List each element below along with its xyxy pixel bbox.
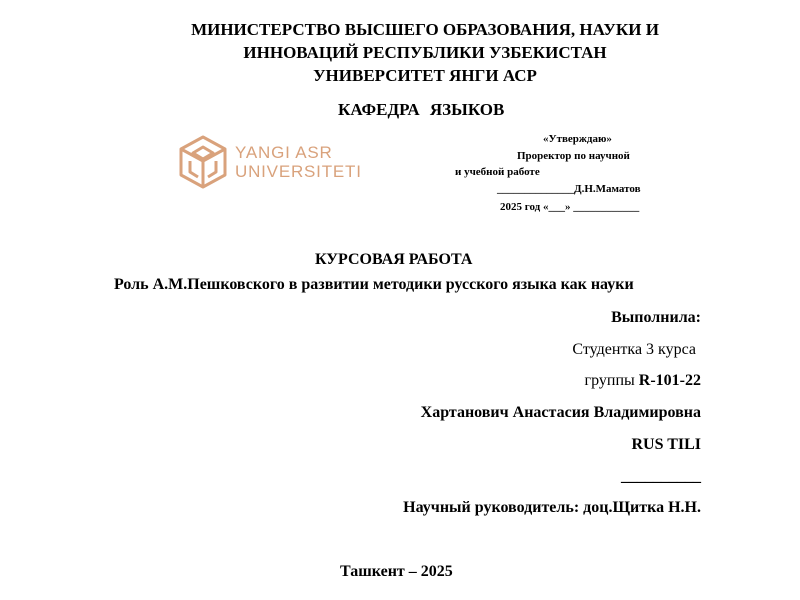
department-title [338,100,504,120]
blank-line: __________ [621,468,701,485]
department-name: ЯЗЫКОВ [429,100,505,119]
logo-wordmark [235,143,362,181]
university-name: УНИВЕРСИТЕТ ЯНГИ АСР [313,66,537,85]
group-code: R-101-22 [638,372,701,389]
student-name: Хартанович Анастасия Владимировна [420,404,701,421]
student-group [585,372,701,390]
department-word: КАФЕДРА [338,100,420,119]
group-prefix: группы [584,372,635,389]
approval-position-line-2: и учебной работе [455,166,540,178]
city-year: Ташкент – 2025 [340,563,453,580]
cube-logo-icon [177,134,229,190]
university-logo [177,134,362,190]
student-course: Студентка 3 курса [572,341,696,358]
approval-position-line-1: Проректор по научной [517,150,630,162]
ministry-line-1: МИНИСТЕРСТВО ВЫСШЕГО ОБРАЗОВАНИЯ, НАУКИ И [191,20,659,39]
logo-line-1: YANGI ASR [235,143,333,162]
approval-heading: «Утверждаю» [543,133,612,145]
program-name: RUS TILI [631,436,701,453]
approval-date: 2025 год «___» ____________ [500,201,640,213]
work-topic: Роль А.М.Пешковского в развитии методики русского языка как науки [114,276,634,293]
work-type: КУРСОВАЯ РАБОТА [315,251,473,268]
done-by-label: Выполнила: [611,309,701,326]
supervisor: Научный руководитель: доц.Щитка Н.Н. [403,499,701,516]
approval-signature: ______________Д.Н.Маматов [497,183,641,195]
logo-line-2: UNIVERSITETI [235,162,362,181]
ministry-header [0,18,800,87]
ministry-line-2: ИННОВАЦИЙ РЕСПУБЛИКИ УЗБЕКИСТАН [243,43,607,62]
